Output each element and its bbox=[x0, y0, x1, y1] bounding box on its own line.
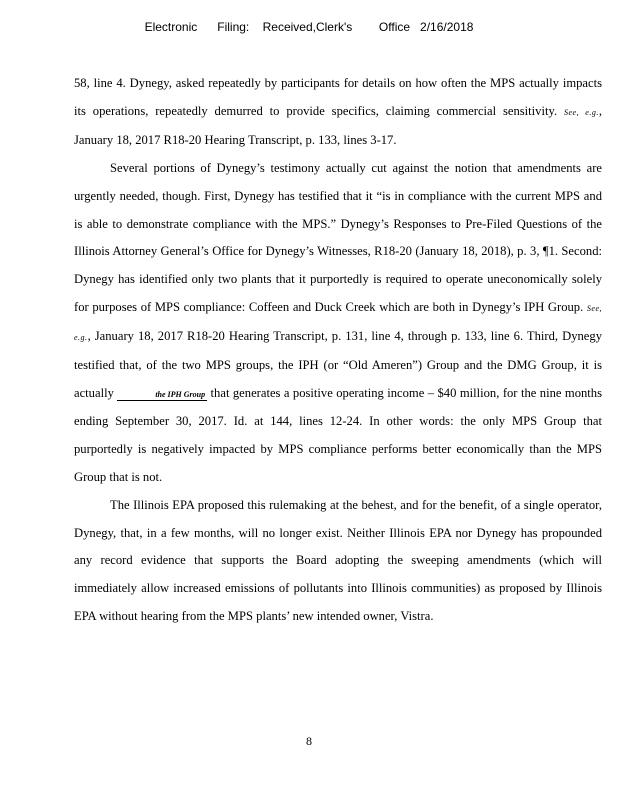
paragraph-2-text-b: , January 18, 2017 R18-20 Hearing Transcript, p. 131, line 4, through p. 133, line 6. Third, Dynegy testified that, of the two MPS groups, the IPH (or “Old Ameren”) Group and the DMG Group, it is actually bbox=[74, 329, 602, 400]
paragraph-2 bbox=[74, 155, 602, 492]
page-number: 8 bbox=[306, 734, 312, 748]
citation-signal: See, e.g. bbox=[563, 107, 599, 117]
filing-stamp-header: Electronic Filing: Received,Clerk's Office 2/16/2018 bbox=[144, 20, 474, 34]
paragraph-2-text-c: that generates a positive operating income – $40 million, for the nine months ending September 30, 2017. Id. at 144, lines 12-24. In other words: the only MPS Group that purportedly is negatively impacted by MPS compliance performs better economically than the MPS Group that is not. bbox=[74, 385, 602, 484]
paragraph-1 bbox=[74, 70, 602, 155]
paragraph-3: The Illinois EPA proposed this rulemaking at the behest, and for the benefit, of a single operator, Dynegy, that, in a few months, will no longer exist. Neither Illinois EPA nor Dynegy has propounded any record evidence that supports the Board adopting the sweeping amendments (which will immediately allow increased emissions of pollutants into Illinois communities) as proposed by Illinois EPA without hearing from the MPS plants’ new intended owner, Vistra. bbox=[74, 497, 602, 624]
citation-signal: See, e.g. bbox=[74, 304, 602, 343]
underlined-emphasis: the IPH Group bbox=[117, 390, 207, 401]
paragraph-2-text-a: Several portions of Dynegy’s testimony actually cut against the notion that amendments are urgently needed, though. First, Dynegy has testified that it “is in compliance with the current MPS and is able to demonstrate compliance with the MPS.” Dynegy’s Responses to Pre-Filed Questions of the Illinois Attorney General’s Office for Dynegy’s Witnesses, R18-20 (January 18, 2018), p. 3, ¶1. Second: Dynegy has identified only two plants that it purportedly is required to operate uneconomically solely for purposes of MPS compliance: Coffeen and Duck Creek which are both in Dynegy’s IPH Group. bbox=[74, 160, 602, 315]
paragraph-1-text-b: , January 18, 2017 R18-20 Hearing Transcript, p. 133, lines 3-17. bbox=[74, 103, 602, 147]
document-body bbox=[74, 70, 602, 631]
paragraph-1-text-a: 58, line 4. Dynegy, asked repeatedly by participants for details on how often the MPS actually impacts its operations, repeatedly demurred to provide specifics, claiming commercial sensitivity. bbox=[74, 76, 602, 118]
